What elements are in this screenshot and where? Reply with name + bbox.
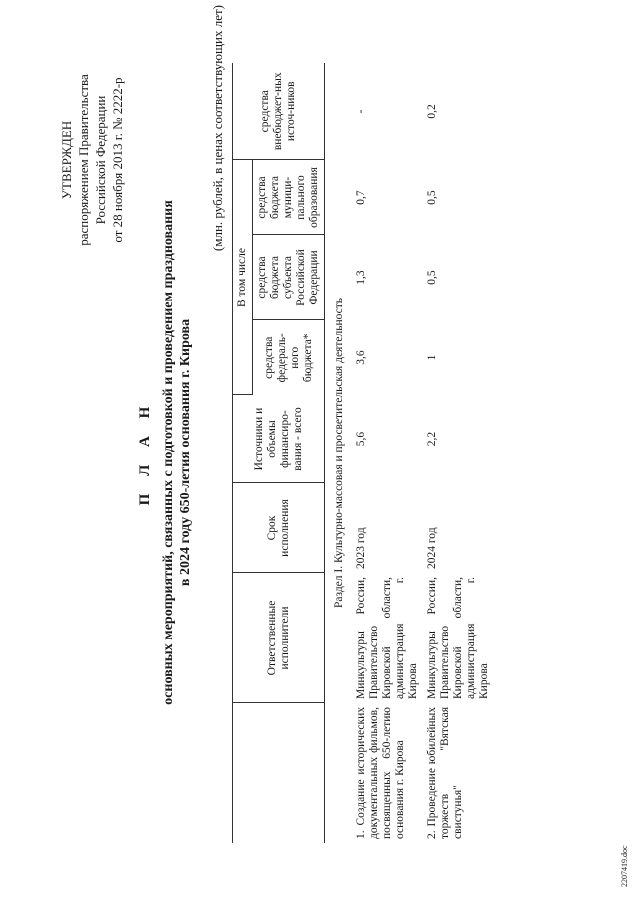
municipal-cell: 0,7	[355, 190, 367, 205]
header-executors: Ответственные исполнители	[233, 573, 325, 703]
executors-cell: Минкультуры России, Правительство Кировской области, администрация г. Кирова	[355, 577, 419, 699]
page-subtitle	[160, 150, 194, 755]
event-cell	[352, 703, 423, 843]
municipal-cell: 0,5	[426, 190, 438, 205]
total-cell: 2,2	[426, 431, 438, 447]
header-federal: средства федераль-ного бюджета*	[253, 320, 325, 395]
subtitle-line: в 2024 году 650-летия основания г. Кирова	[178, 318, 193, 587]
event-text: Проведение юбилейных торжеств "Вятская свистунья"	[426, 707, 464, 839]
approval-line: Российской Федерации	[93, 95, 108, 225]
page-title: П Л А Н	[137, 399, 153, 506]
header-event	[233, 703, 325, 843]
subtitle-line: основных мероприятий, связанных с подготовкой и проведением празднования	[161, 200, 176, 705]
regional-cell: 1,3	[355, 270, 367, 285]
approval-title: УТВЕРЖДЕН	[59, 120, 74, 200]
federal-cell: 1	[426, 354, 438, 361]
row-number: 1.	[355, 830, 367, 839]
plan-table	[232, 63, 494, 843]
total-cell: 5,6	[355, 431, 367, 447]
approval-stamp	[58, 15, 126, 305]
header-regional: средства бюджета субъекта Российской Федерации	[253, 235, 325, 320]
units-note: (млн. рублей, в ценах соответствующих лет)	[210, 5, 225, 252]
approval-line: распоряжением Правительства	[76, 74, 91, 246]
event-text: Создание исторических документальных фильмов, посвященных 650-летию основания г. Кирова	[355, 707, 406, 839]
extra-cell: 0,2	[426, 104, 438, 119]
event-cell	[423, 703, 494, 843]
row-number: 2.	[426, 830, 438, 839]
file-footnote: 2207419.doc	[620, 845, 629, 887]
extra-cell: -	[355, 109, 367, 114]
regional-cell: 0,5	[426, 270, 438, 285]
term-cell: 2023 год	[355, 527, 367, 569]
section-title: Раздел I. Культурно-массовая и просветительская деятельность	[333, 297, 345, 609]
table-row	[352, 63, 423, 843]
executors-cell: Минкультуры России, Правительство Кировской области, администрация г. Кирова	[426, 577, 490, 699]
header-term: Срок исполнения	[233, 483, 325, 573]
header-extra: средства внебюджет-ных источ-ников	[233, 63, 325, 160]
table-row	[423, 63, 494, 843]
term-cell: 2024 год	[426, 527, 438, 569]
section-row	[325, 63, 353, 843]
approval-date: от 28 ноября 2013 г. № 2222-р	[110, 77, 125, 243]
federal-cell: 3,6	[355, 350, 367, 365]
header-municipal: средства бюджета муници-пального образования	[253, 160, 325, 235]
header-total: Источники и объемы финансиро-вания - всего	[233, 395, 325, 483]
header-group: В том числе	[233, 160, 253, 395]
